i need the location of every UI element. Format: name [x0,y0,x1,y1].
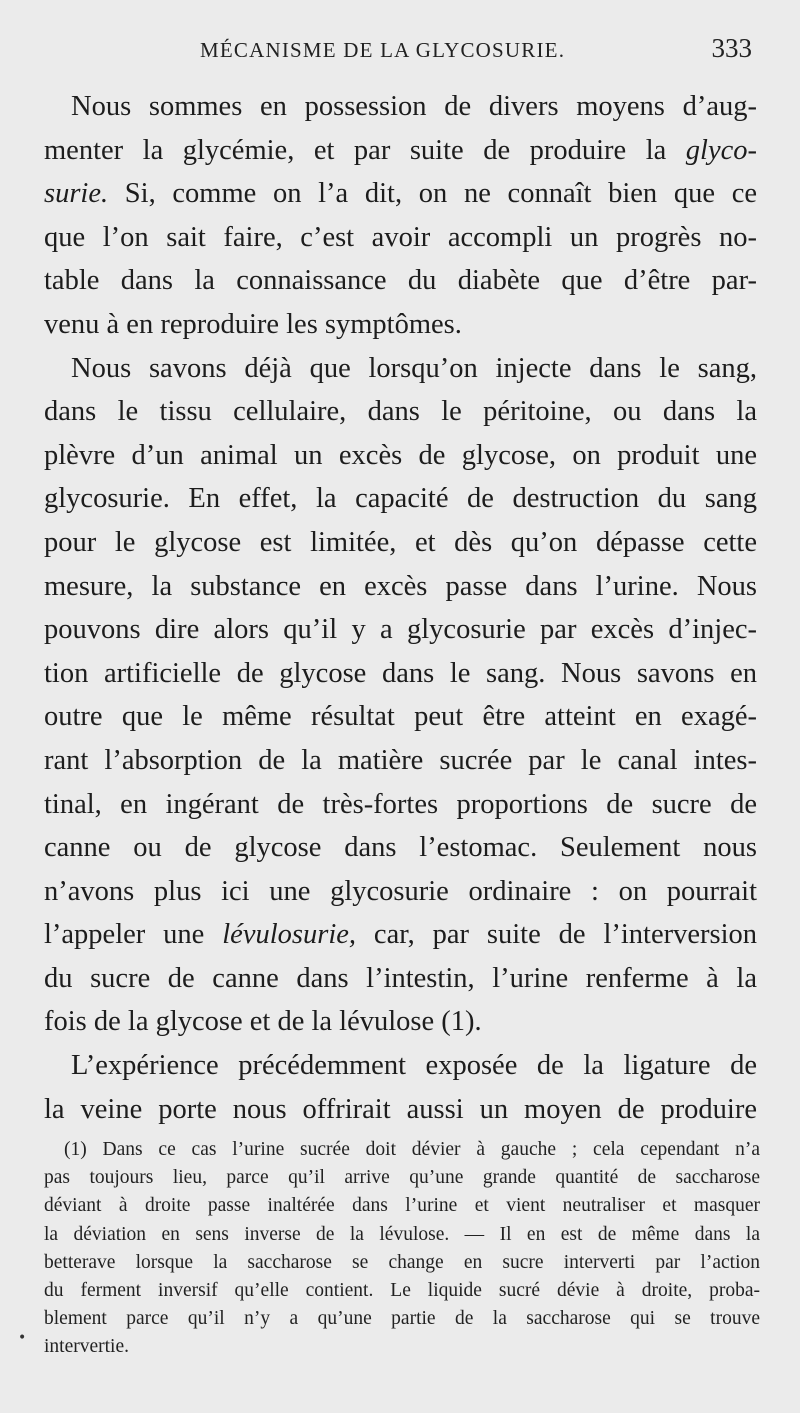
body-line: que l’on sait faire, c’est avoir accompli un progrès no- [44,221,757,253]
footnote-line: pas toujours lieu, parce qu’il arrive qu’une grande quantité de saccharose [44,1167,760,1189]
footnote-line: blement parce qu’il n’y a qu’une partie de la saccharose qui se trouve [44,1308,760,1330]
body-line: n’avons plus ici une glycosurie ordinaire : on pourrait [44,875,757,907]
margin-mark: • [18,1330,27,1346]
body-line: L’expérience précédemment exposée de la ligature de [71,1050,757,1082]
body-line: glycosurie. En effet, la capacité de destruction du sang [44,483,757,515]
body-line: tion artificielle de glycose dans le sang. Nous savons en [44,657,757,689]
body-line: outre que le même résultat peut être atteint en exagé- [44,701,757,733]
footnote-line: du ferment inversif qu’elle contient. Le liquide sucré dévie à droite, proba- [44,1279,760,1301]
body-line: fois de la glycose et de la lévulose (1). [44,1006,482,1038]
body-line: dans le tissu cellulaire, dans le péritoine, ou dans la [44,396,757,428]
body-line: Nous sommes en possession de divers moyens d’aug- [71,91,757,122]
body-line: l’appeler une lévulosurie, car, par suite de l’interversion [44,919,757,951]
running-head: MÉCANISME DE LA GLYCOSURIE. [200,38,566,62]
body-line: rant l’absorption de la matière sucrée par le canal intes- [44,744,757,776]
body-line: menter la glycémie, et par suite de produire la glyco- [44,134,757,166]
page-number: 333 [711,33,752,63]
body-line: Nous savons déjà que lorsqu’on injecte dans le sang, [71,352,757,384]
body-line: surie. Si, comme on l’a dit, on ne connaît bien que ce [44,178,757,210]
body-line: pour le glycose est limitée, et dès qu’on dépasse cette [44,526,757,558]
body-line: canne ou de glycose dans l’estomac. Seulement nous [44,832,757,864]
body-text [44,85,757,1131]
footnote-line: la déviation en sens inverse de la lévulose. — Il en est de même dans la [44,1223,760,1245]
footnote [44,1136,760,1362]
body-line: venu à en reproduire les symptômes. [44,308,462,340]
body-line: plèvre d’un animal un excès de glycose, on produit une [44,439,757,471]
footnote-line: (1) Dans ce cas l’urine sucrée doit dévier à gauche ; cela cependant n’a [64,1139,760,1160]
footnote-line: intervertie. [44,1336,129,1358]
footnote-line: déviant à droite passe inaltérée dans l’urine et vient neutraliser et masquer [44,1195,760,1217]
body-line: la veine porte nous offrirait aussi un moyen de produire [44,1093,757,1125]
body-line: pouvons dire alors qu’il y a glycosurie par excès d’injec- [44,614,757,646]
footnote-line: betterave lorsque la saccharose se change en sucre interverti par l’action [44,1251,760,1273]
body-line: du sucre de canne dans l’intestin, l’urine renferme à la [44,962,757,994]
body-line: table dans la connaissance du diabète que d’être par- [44,265,757,297]
body-line: tinal, en ingérant de très-fortes proportions de sucre de [44,788,757,820]
body-line: mesure, la substance en excès passe dans l’urine. Nous [44,570,757,602]
